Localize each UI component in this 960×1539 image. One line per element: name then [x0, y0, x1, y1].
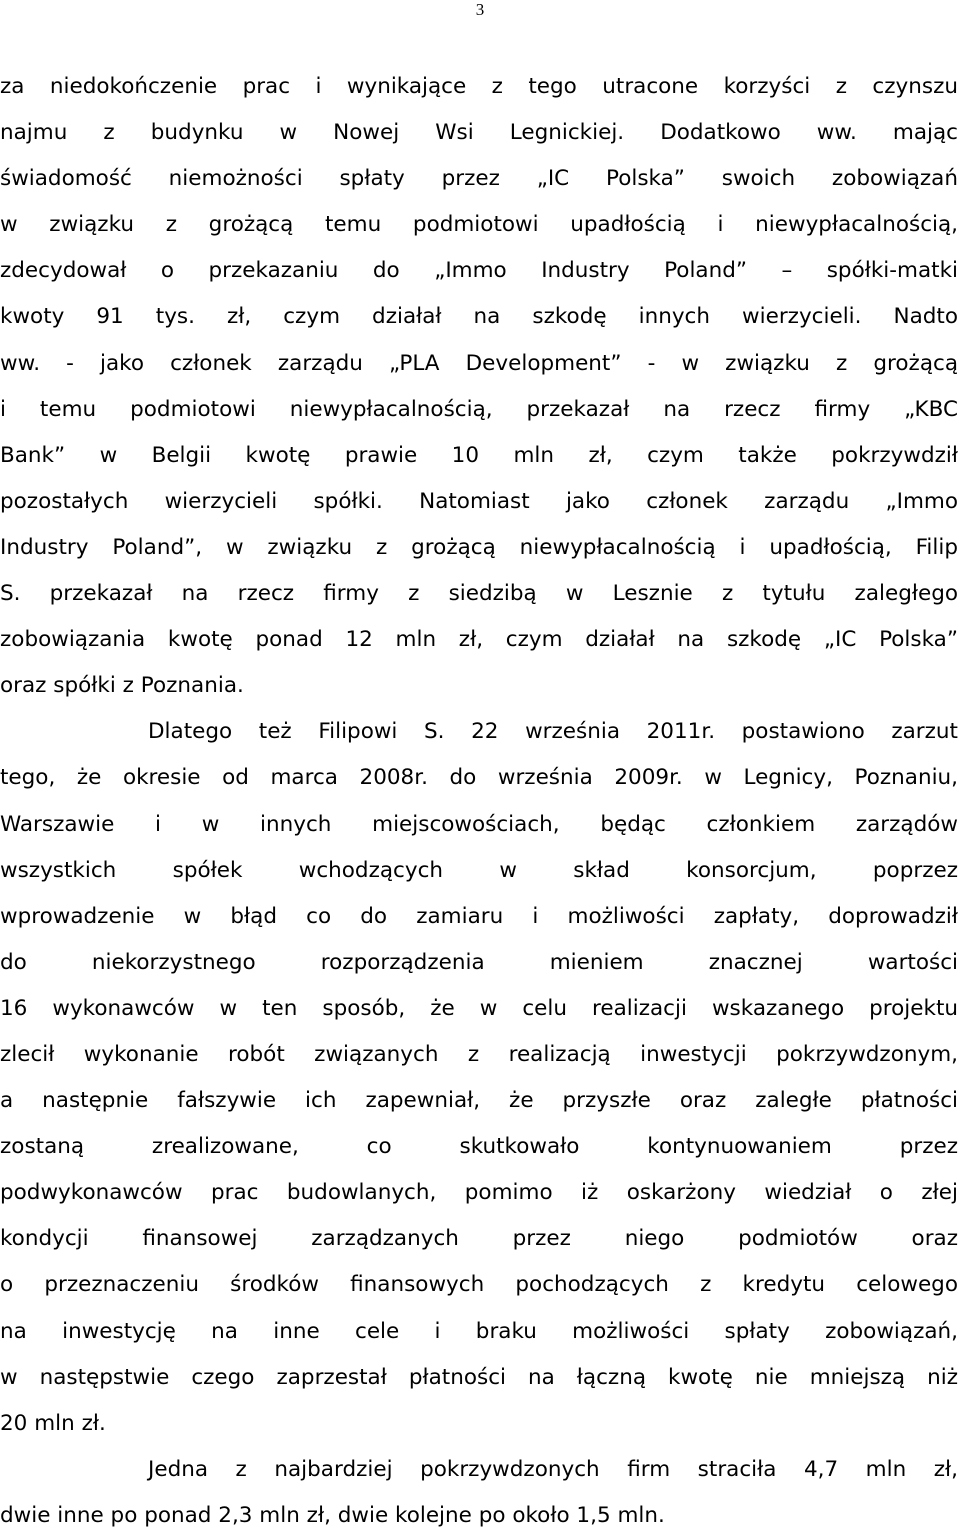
text-line: zlecił wykonanie robót związanych z realizacją inwestycji pokrzywdzonym, [0, 1041, 958, 1067]
paragraph-3 [0, 1447, 958, 1539]
text-line: i temu podmiotowi niewypłacalnością, przekazał na rzecz firmy „KBC [0, 396, 958, 422]
text-line: wszystkich spółek wchodzących w skład konsorcjum, poprzez [0, 857, 958, 883]
text-line: Warszawie i w innych miejscowościach, będąc członkiem zarządów [0, 811, 958, 837]
text-line: S. przekazał na rzecz firmy z siedzibą w Lesznie z tytułu zaległego [0, 581, 958, 607]
text-line: wprowadzenie w błąd co do zamiaru i możliwości zapłaty, doprowadził [0, 903, 958, 929]
text-line: pozostałych wierzycieli spółki. Natomiast jako członek zarządu „Immo [0, 488, 958, 514]
text-line: kwoty 91 tys. zł, czym działał na szkodę innych wierzycieli. Nadto [0, 304, 958, 330]
paragraph-2 [0, 709, 958, 1447]
text-line: Bank” w Belgii kwotę prawie 10 mln zł, czym także pokrzywdził [0, 442, 958, 468]
text-line: Dlatego też Filipowi S. 22 września 2011r. postawiono zarzut [148, 719, 958, 745]
text-line: świadomość niemożności spłaty przez „IC Polska” swoich zobowiązań [0, 166, 958, 192]
text-line: Industry Poland”, w związku z grożącą niewypłacalnością i upadłością, Filip [0, 534, 958, 560]
text-line: oraz spółki z Poznania. [0, 673, 244, 699]
text-line: 16 wykonawców w ten sposób, że w celu realizacji wskazanego projektu [0, 995, 958, 1021]
text-line: w następstwie czego zaprzestał płatności na łączną kwotę nie mniejszą niż [0, 1364, 958, 1390]
text-line: zobowiązania kwotę ponad 12 mln zł, czym działał na szkodę „IC Polska” [0, 627, 958, 653]
paragraph-1 [0, 64, 958, 709]
text-line: Jedna z najbardziej pokrzywdzonych firm straciła 4,7 mln zł, [148, 1456, 958, 1482]
text-line: za niedokończenie prac i wynikające z tego utracone korzyści z czynszu [0, 74, 958, 99]
text-line: tego, że okresie od marca 2008r. do września 2009r. w Legnicy, Poznaniu, [0, 765, 958, 791]
text-line: zostaną zrealizowane, co skutkowało kontynuowaniem przez [0, 1134, 958, 1160]
text-line: o przeznaczeniu środków finansowych pochodzących z kredytu celowego [0, 1272, 958, 1298]
text-line: podwykonawców prac budowlanych, pomimo iż oskarżony wiedział o złej [0, 1180, 958, 1206]
text-line: do niekorzystnego rozporządzenia mieniem znacznej wartości [0, 949, 958, 975]
page-number: 3 [475, 0, 485, 19]
text-line: zdecydował o przekazaniu do „Immo Industry Poland” – spółki-matki [0, 258, 958, 284]
text-line: na inwestycję na inne cele i braku możliwości spłaty zobowiązań, [0, 1318, 958, 1344]
text-line: a następnie fałszywie ich zapewniał, że przyszłe oraz zaległe płatności [0, 1088, 958, 1114]
text-line: 20 mln zł. [0, 1410, 106, 1436]
text-line: najmu z budynku w Nowej Wsi Legnickiej. Dodatkowo ww. mając [0, 120, 958, 146]
text-line: w związku z grożącą temu podmiotowi upadłością i niewypłacalnością, [0, 212, 958, 238]
text-line: ww. - jako członek zarządu „PLA Development” - w związku z grożącą [0, 350, 958, 376]
document-body [0, 64, 958, 1539]
text-line: dwie inne po ponad 2,3 mln zł, dwie kolejne po około 1,5 mln. [0, 1502, 665, 1528]
text-line: kondycji finansowej zarządzanych przez niego podmiotów oraz [0, 1226, 958, 1252]
